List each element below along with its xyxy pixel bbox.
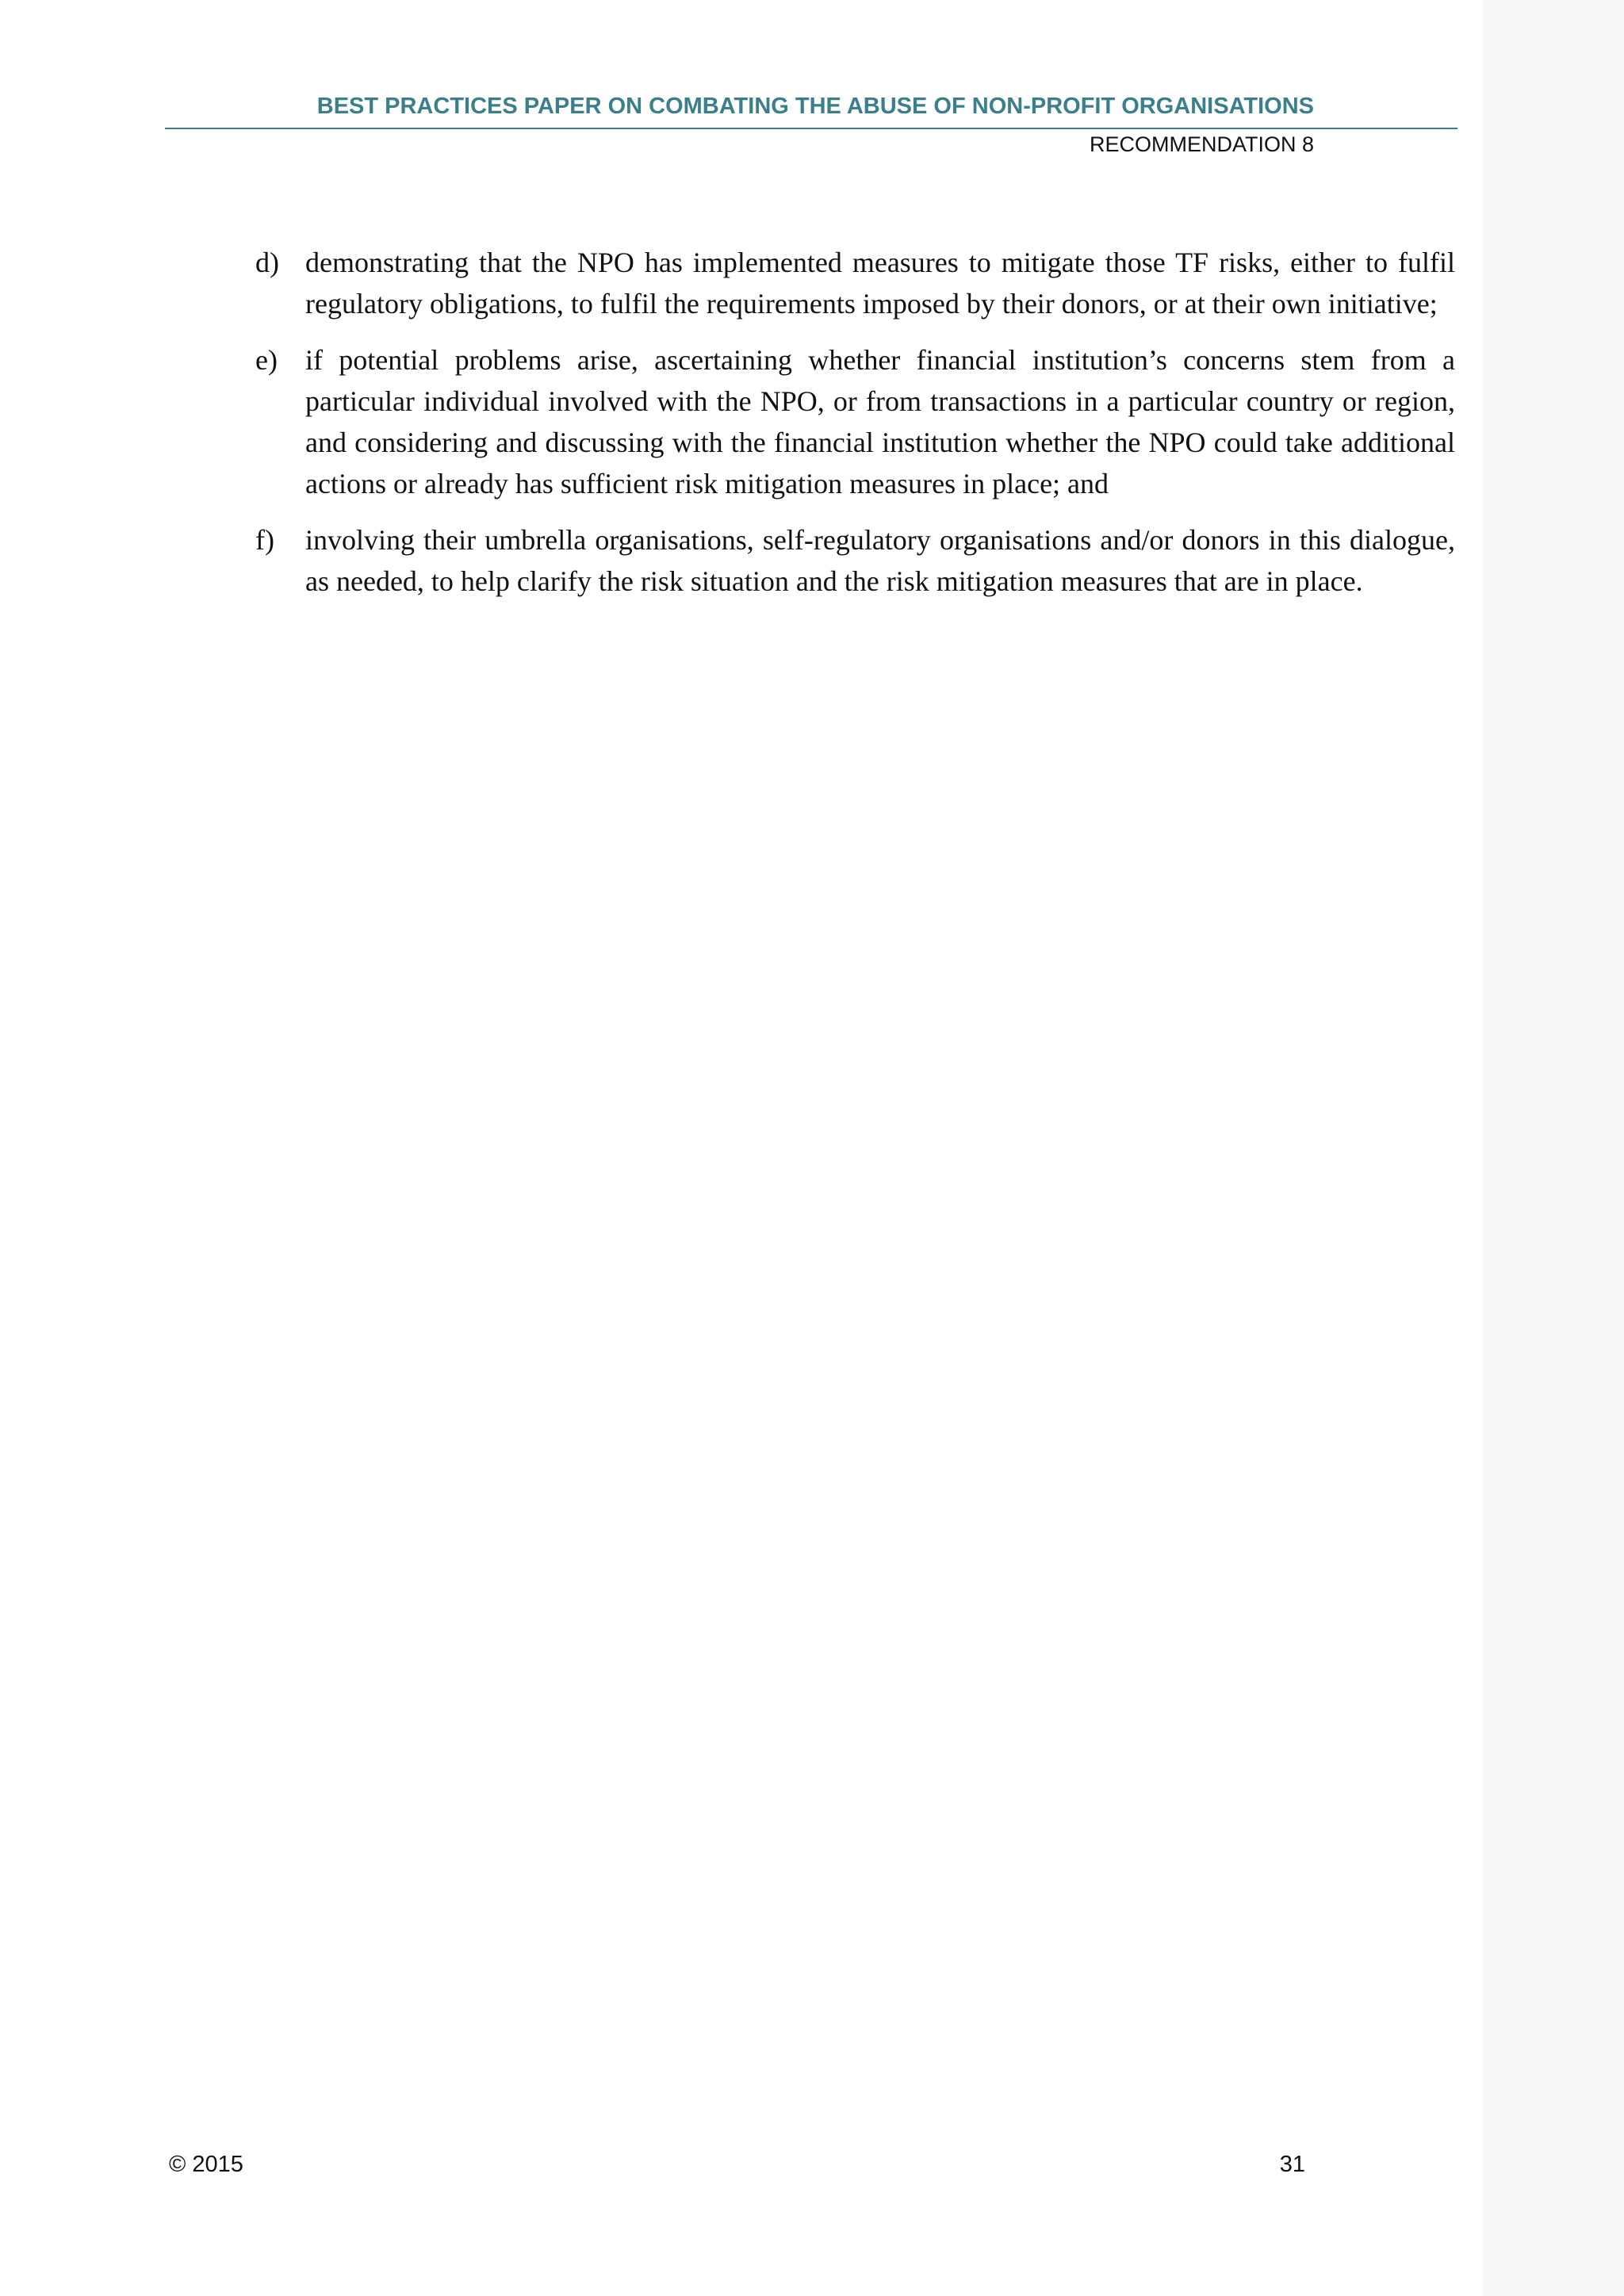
list-item-text: involving their umbrella organisations, self-regulatory organisations and/or donors in this dialogue, as needed, to help clarify the risk situation and the risk mitigation measures that are in place. [305,524,1455,597]
page-number: 31 [1279,2152,1305,2177]
header-divider [165,128,1457,129]
list-marker: f) [255,524,274,556]
running-header-title: BEST PRACTICES PAPER ON COMBATING THE ABUSE OF NON-PROFIT ORGANISATIONS [316,94,1314,119]
list-item-f [255,519,1455,602]
footer-copyright: © 2015 [169,2152,243,2177]
list-marker: e) [255,344,278,376]
list-item-e [255,339,1455,504]
page-edge-shade [1483,0,1624,2296]
list-marker: d) [255,247,279,278]
recommendation-list [255,242,1455,617]
list-item-text: demonstrating that the NPO has implemented measures to mitigate those TF risks, either to fulfil regulatory obligations, to fulfil the requirements imposed by their donors, or at their own initiative; [305,247,1455,320]
running-header-subtitle: RECOMMENDATION 8 [1089,132,1314,156]
list-item-d [255,242,1455,324]
list-item-text: if potential problems arise, ascertaining whether financial institution’s concerns stem from a particular individual involved with the NPO, or from transactions in a particular country or region, and considering and discussing with the financial institution whether the NPO could take additional actions or already has sufficient risk mitigation measures in place; and [305,344,1455,499]
